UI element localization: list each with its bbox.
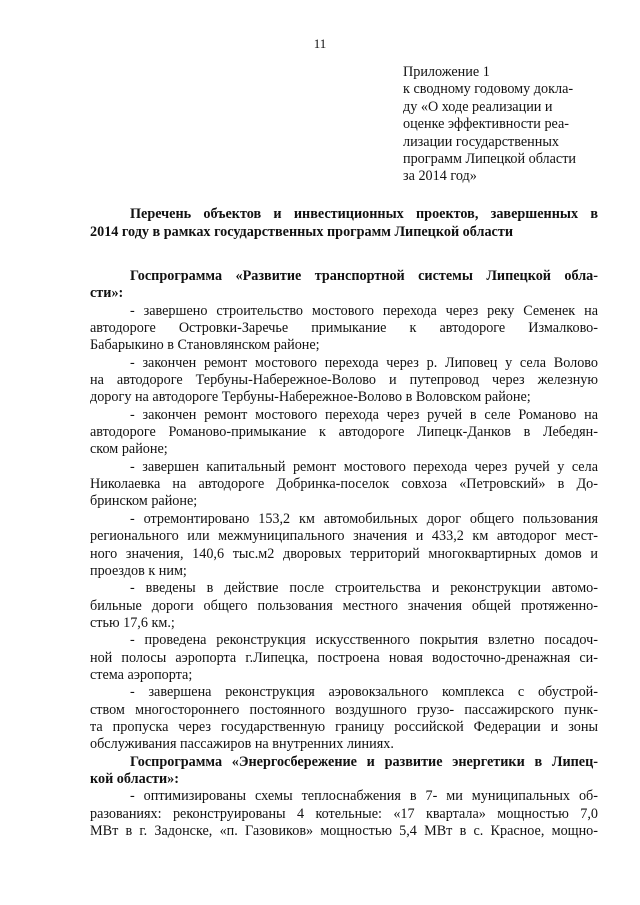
body-line: автодороге Романово-примыкание к автодороге Липецк-Данков в Лебедян- bbox=[90, 424, 598, 441]
document-body bbox=[90, 268, 598, 840]
document-title bbox=[90, 206, 598, 241]
program-heading: Госпрограмма «Энергосбережение и развитие энергетики в Липец- bbox=[130, 753, 598, 770]
body-line: - завершен капитальный ремонт мостового перехода через ручей у села bbox=[130, 458, 598, 475]
page-number: 11 bbox=[313, 36, 327, 51]
body-line: автодороге Островки-Заречье примыкание к автодороге Измалково- bbox=[90, 320, 598, 337]
appendix-line: к сводному годовому докла- bbox=[403, 81, 574, 98]
body-line: ного значения, 140,6 тыс.м2 дворовых территорий многоквартирных домов и bbox=[90, 545, 598, 562]
body-line: стема аэропорта; bbox=[90, 666, 193, 683]
appendix-line: программ Липецкой области bbox=[403, 151, 577, 168]
program-heading: Госпрограмма «Развитие транспортной системы Липецкой обла- bbox=[130, 268, 598, 284]
body-line: Николаевка на автодороге Добринка-поселок совхоза «Петровский» в До- bbox=[90, 476, 598, 493]
program-heading: сти»: bbox=[90, 285, 124, 302]
body-line: разованиях: реконструированы 4 котельные: «17 квартала» мощностью 7,0 bbox=[90, 805, 598, 822]
body-line: ством многостороннего постоянного воздушного грузо- пассажирского пунк- bbox=[90, 701, 598, 718]
body-line: стью 17,6 км.; bbox=[90, 614, 175, 631]
body-line: бринском районе; bbox=[90, 493, 198, 510]
appendix-line: оценке эффективности реа- bbox=[403, 116, 570, 133]
body-line: - отремонтировано 153,2 км автомобильных дорог общего пользования bbox=[130, 510, 598, 527]
appendix-note bbox=[403, 64, 603, 186]
appendix-line: за 2014 год» bbox=[403, 168, 477, 185]
body-line: - закончен ремонт мостового перехода через р. Липовец у села Волово bbox=[130, 354, 598, 371]
body-line: - проведена реконструкция искусственного покрытия взлетно посадоч- bbox=[130, 632, 598, 649]
body-line: проездов к ним; bbox=[90, 562, 187, 579]
body-line: - закончен ремонт мостового перехода через ручей в селе Романово на bbox=[130, 406, 598, 423]
body-line: та пропуска через государственную границу российской Федерации и зоны bbox=[90, 718, 598, 735]
body-line: - завершено строительство мостового перехода через реку Семенек на bbox=[130, 302, 598, 319]
appendix-line: лизации государственных bbox=[403, 133, 559, 150]
body-line: - оптимизированы схемы теплоснабжения в 7- ми муниципальных об- bbox=[130, 788, 598, 805]
body-line: ной полосы аэропорта г.Липецка, построена новая водосточно-дренажная си- bbox=[90, 649, 598, 666]
body-line: ском районе; bbox=[90, 441, 168, 458]
body-line: - завершена реконструкция аэровокзального комплекса с обустрой- bbox=[130, 684, 598, 701]
appendix-line: Приложение 1 bbox=[403, 64, 490, 80]
appendix-line: ду «О ходе реализации и bbox=[403, 98, 553, 115]
body-line: на автодороге Тербуны-Набережное-Волово и путепровод через железную bbox=[90, 372, 598, 389]
body-line: - введены в действие после строительства и реконструкции автомо- bbox=[130, 580, 598, 597]
body-line: дорогу на автодороге Тербуны-Набережное-Волово в Воловском районе; bbox=[90, 389, 531, 406]
title-line: 2014 году в рамках государственных программ Липецкой области bbox=[90, 223, 513, 240]
body-line: МВт в г. Задонске, «п. Газовиков» мощностью 5,4 МВт в с. Красное, мощно- bbox=[90, 823, 598, 839]
body-line: обслуживания пассажиров на внутренних линиях. bbox=[90, 736, 394, 753]
body-line: регионального или межмуниципального значения и 433,2 км автодорог мест- bbox=[90, 528, 598, 545]
title-line: Перечень объектов и инвестиционных проектов, завершенных в bbox=[130, 206, 598, 222]
program-heading: кой области»: bbox=[90, 770, 179, 787]
body-line: бильные дороги общего пользования местного значения общей протяженно- bbox=[90, 597, 598, 614]
body-line: Бабарыкино в Становлянском районе; bbox=[90, 337, 320, 354]
